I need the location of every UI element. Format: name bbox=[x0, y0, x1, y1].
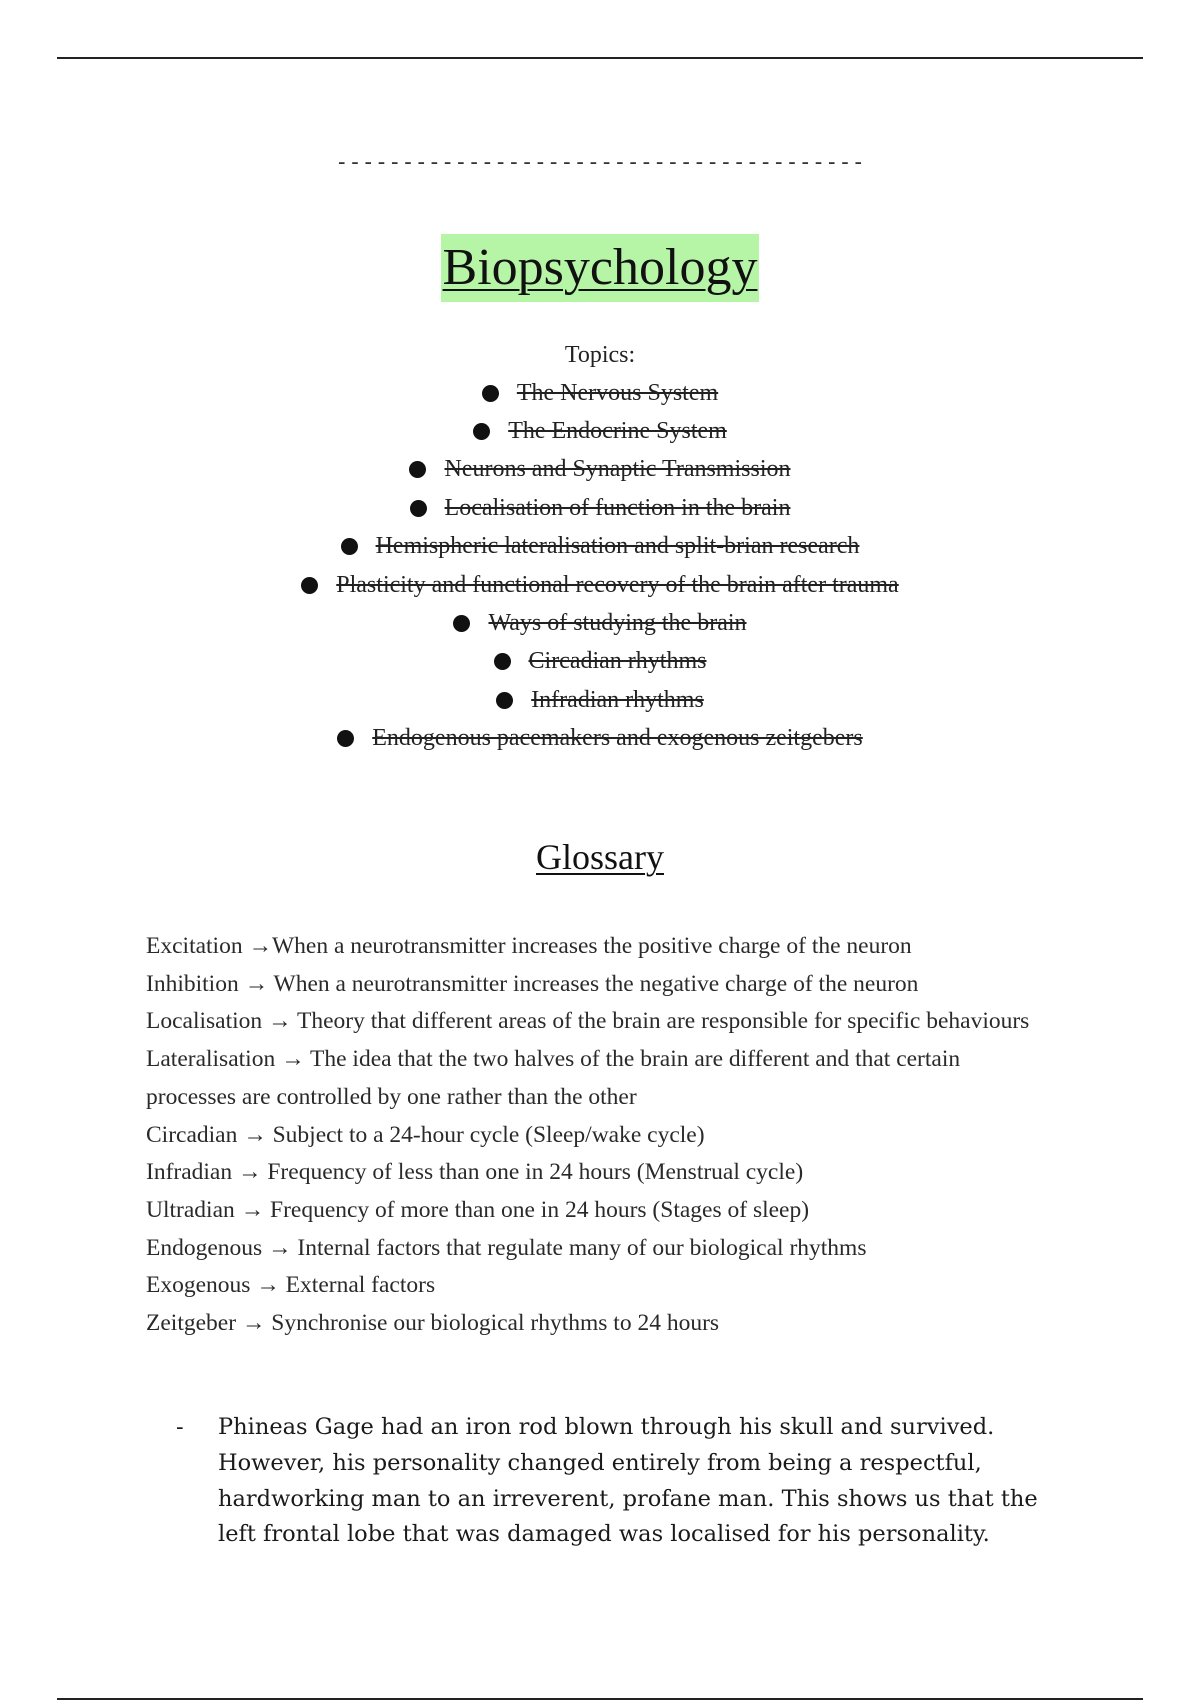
topic-item bbox=[0, 643, 1200, 681]
glossary-list bbox=[146, 928, 1046, 1343]
topic-text: Circadian rhythms bbox=[528, 648, 707, 675]
glossary-entry: Ultradian → Frequency of more than one in 24 hours (Stages of sleep) bbox=[146, 1196, 810, 1223]
page-title: Biopsychology bbox=[441, 234, 760, 302]
glossary-entry: Endogenous → Internal factors that regulate many of our biological rhythms bbox=[146, 1234, 867, 1261]
bullet-icon bbox=[301, 577, 318, 594]
topic-text: The Endocrine System bbox=[508, 418, 727, 445]
bullet-icon bbox=[341, 538, 358, 555]
topic-item bbox=[0, 489, 1200, 527]
bullet-icon bbox=[410, 500, 427, 517]
topic-item bbox=[0, 528, 1200, 566]
topic-text: Endogenous pacemakers and exogenous zeitgebers bbox=[372, 725, 863, 752]
topic-text: Infradian rhythms bbox=[531, 686, 704, 713]
title-wrapper bbox=[0, 234, 1200, 302]
phineas-gage-note bbox=[176, 1410, 1056, 1553]
glossary-entry: Inhibition → When a neurotransmitter increases the negative charge of the neuron bbox=[146, 970, 919, 997]
glossary-entry: Exogenous → External factors bbox=[146, 1272, 436, 1299]
topic-text: The Nervous System bbox=[516, 379, 719, 406]
bullet-icon bbox=[496, 692, 513, 709]
bullet-icon bbox=[494, 653, 511, 670]
topic-item bbox=[0, 451, 1200, 489]
topic-text: Ways of studying the brain bbox=[488, 610, 747, 637]
topics-label: Topics: bbox=[564, 342, 636, 368]
topic-item bbox=[0, 604, 1200, 642]
glossary-entry: Zeitgeber → Synchronise our biological rhythms to 24 hours bbox=[146, 1310, 720, 1337]
note-dash: - bbox=[176, 1414, 184, 1440]
top-page-rule bbox=[57, 57, 1143, 59]
glossary-heading: Glossary bbox=[536, 837, 664, 877]
topics-list bbox=[0, 374, 1200, 758]
topic-text: Hemispheric lateralisation and split-brian research bbox=[375, 533, 860, 560]
glossary-entry: Localisation → Theory that different areas of the brain are responsible for specific behaviours bbox=[146, 1008, 1030, 1035]
dashed-separator: ---------------------------------------- bbox=[335, 150, 865, 175]
glossary-entry: Excitation →When a neurotransmitter increases the positive charge of the neuron bbox=[146, 933, 912, 959]
topic-item bbox=[0, 720, 1200, 758]
topic-text: Plasticity and functional recovery of the brain after trauma bbox=[336, 571, 899, 598]
topic-item bbox=[0, 412, 1200, 450]
topic-item bbox=[0, 374, 1200, 412]
note-text: Phineas Gage had an iron rod blown through his skull and survived. However, his personality changed entirely from being a respectful, hardworking man to an irreverent, profane man. This shows us that the left frontal lobe that was damaged was localised for his personality. bbox=[218, 1414, 1038, 1548]
glossary-entry: Circadian → Subject to a 24-hour cycle (Sleep/wake cycle) bbox=[146, 1121, 705, 1148]
glossary-entry: Lateralisation → The idea that the two halves of the brain are different and that certain processes are controlled by one rather than the other bbox=[146, 1046, 961, 1110]
topic-text: Localisation of function in the brain bbox=[444, 494, 791, 521]
topic-text: Neurons and Synaptic Transmission bbox=[444, 456, 791, 483]
bullet-icon bbox=[482, 385, 499, 402]
glossary-entry: Infradian → Frequency of less than one in 24 hours (Menstrual cycle) bbox=[146, 1159, 804, 1186]
bullet-icon bbox=[453, 615, 470, 632]
bullet-icon bbox=[409, 461, 426, 478]
bullet-icon bbox=[337, 730, 354, 747]
bullet-icon bbox=[473, 423, 490, 440]
topic-item bbox=[0, 681, 1200, 719]
topic-item bbox=[0, 566, 1200, 604]
